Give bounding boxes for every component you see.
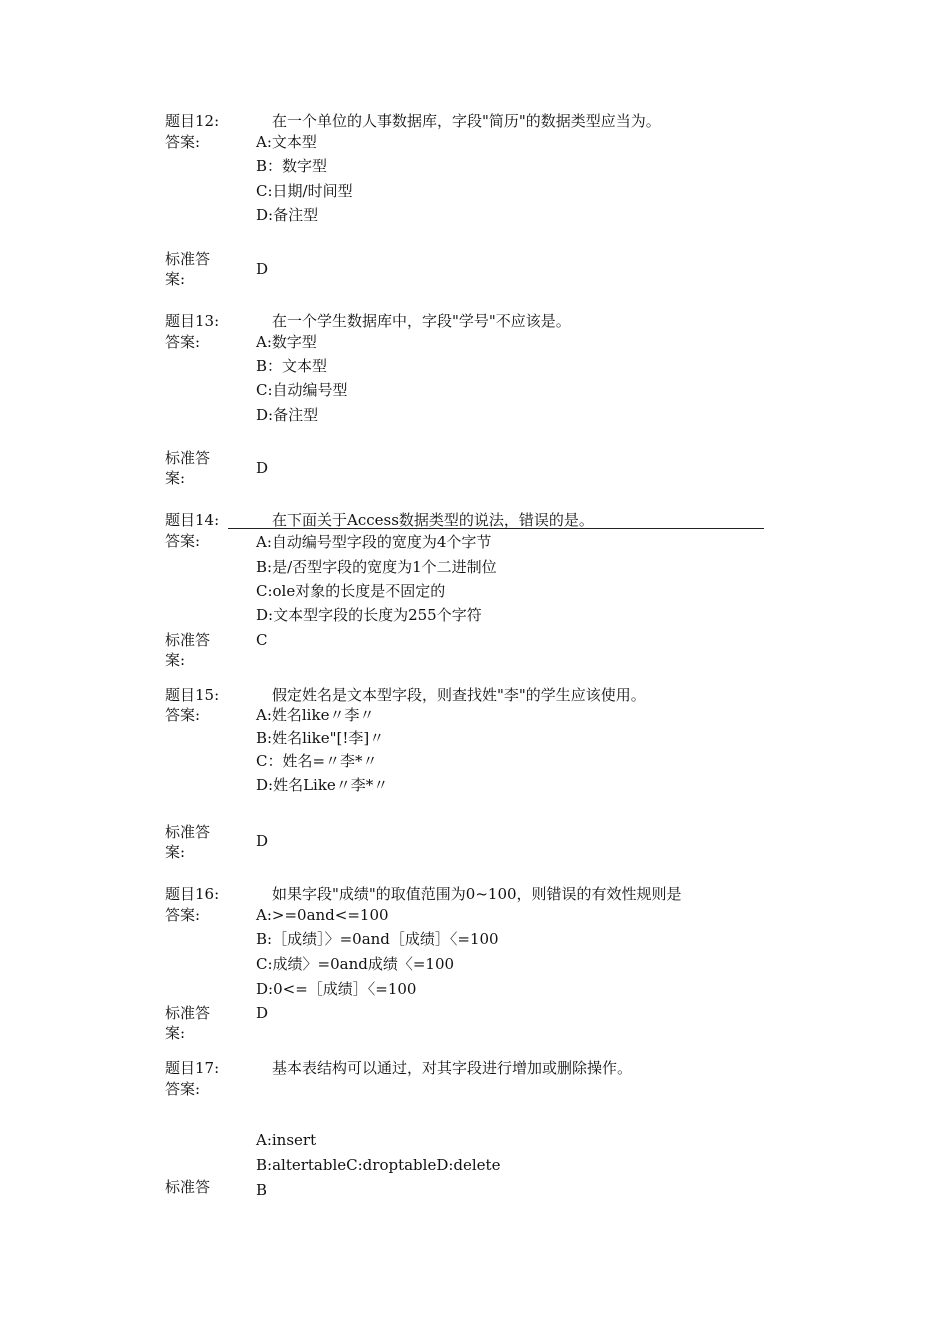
option-b: B:［成绩］〉=0and［成绩］〈=100 bbox=[256, 930, 499, 948]
std-answer-label: 标准答 bbox=[165, 631, 211, 649]
question-text: 在下面关于Access数据类型的说法，错误的是。 bbox=[272, 511, 594, 529]
std-answer-label: 标准答 bbox=[165, 1178, 211, 1196]
std-answer-label-cont: 案: bbox=[165, 469, 186, 487]
std-answer-label: 标准答 bbox=[165, 1004, 211, 1022]
std-answer: B bbox=[256, 1181, 268, 1199]
option-a: A:insert bbox=[256, 1131, 317, 1149]
answer-label: 答案: bbox=[165, 133, 201, 151]
std-answer: D bbox=[256, 832, 269, 850]
std-answer-label-cont: 案: bbox=[165, 270, 186, 288]
option-d: D:备注型 bbox=[256, 206, 319, 224]
std-answer-label-cont: 案: bbox=[165, 1024, 186, 1042]
answer-label: 答案: bbox=[165, 906, 201, 924]
option-a: A:姓名like〃李〃 bbox=[256, 706, 375, 724]
option-c: C:ole对象的长度是不固定的 bbox=[256, 582, 446, 600]
option-b: B：数字型 bbox=[256, 157, 328, 175]
question-text: 在一个单位的人事数据库，字段"简历"的数据类型应当为。 bbox=[272, 112, 661, 130]
question-text: 在一个学生数据库中，字段"学号"不应该是。 bbox=[272, 312, 571, 330]
std-answer-label-cont: 案: bbox=[165, 843, 186, 861]
option-b: B:是/否型字段的宽度为1个二进制位 bbox=[256, 558, 497, 576]
question-text: 假定姓名是文本型字段，则查找姓"李"的学生应该使用。 bbox=[272, 686, 646, 704]
answer-label: 答案: bbox=[165, 1080, 201, 1098]
answer-label: 答案: bbox=[165, 333, 201, 351]
std-answer: D bbox=[256, 1004, 269, 1022]
option-b: B:姓名like"[!李]〃 bbox=[256, 729, 385, 747]
option-c: C:自动编号型 bbox=[256, 381, 348, 399]
std-answer-label: 标准答 bbox=[165, 823, 211, 841]
question-label: 题目17: bbox=[165, 1059, 220, 1077]
answer-label: 答案: bbox=[165, 532, 201, 550]
question-label: 题目13: bbox=[165, 312, 220, 330]
option-a: A:>=0and<=100 bbox=[256, 906, 389, 924]
option-d: D:文本型字段的长度为255个字符 bbox=[256, 606, 482, 624]
option-c: C：姓名=〃李*〃 bbox=[256, 752, 378, 770]
answer-label: 答案: bbox=[165, 706, 201, 724]
option-c: C:日期/时间型 bbox=[256, 182, 353, 200]
option-a: A:数字型 bbox=[256, 333, 317, 351]
option-c: C:成绩〉=0and成绩〈=100 bbox=[256, 955, 455, 973]
question-text: 基本表结构可以通过，对其字段进行增加或删除操作。 bbox=[272, 1059, 633, 1077]
question-text: 如果字段"成绩"的取值范围为0~100，则错误的有效性规则是 bbox=[272, 885, 682, 903]
option-b: B：文本型 bbox=[256, 357, 328, 375]
question-label: 题目16: bbox=[165, 885, 220, 903]
std-answer: D bbox=[256, 459, 269, 477]
option-a: A:文本型 bbox=[256, 133, 317, 151]
option-d: D:备注型 bbox=[256, 406, 319, 424]
std-answer: C bbox=[256, 631, 268, 649]
option-d: D:0<=［成绩］〈=100 bbox=[256, 980, 417, 998]
question-label: 题目12: bbox=[165, 112, 220, 130]
option-a: A:自动编号型字段的宽度为4个字节 bbox=[256, 533, 492, 551]
underline-rule bbox=[228, 528, 764, 529]
question-label: 题目14: bbox=[165, 511, 220, 529]
std-answer: D bbox=[256, 260, 269, 278]
std-answer-label-cont: 案: bbox=[165, 651, 186, 669]
option-bcd: B:altertableC:droptableD:delete bbox=[256, 1156, 501, 1174]
std-answer-label: 标准答 bbox=[165, 250, 211, 268]
question-label: 题目15: bbox=[165, 686, 220, 704]
option-d: D:姓名Like〃李*〃 bbox=[256, 776, 389, 794]
std-answer-label: 标准答 bbox=[165, 449, 211, 467]
